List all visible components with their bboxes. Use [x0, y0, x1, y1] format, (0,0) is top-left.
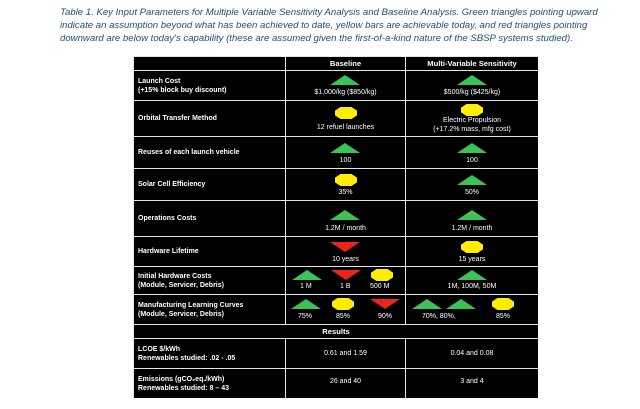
- value-text: 500 M: [370, 283, 390, 290]
- row-initial-hardware-baseline: [285, 266, 405, 294]
- red-down-triangle-icon: [330, 242, 360, 252]
- results-header: Results: [133, 324, 538, 338]
- row-learning-curves-baseline: [285, 294, 405, 324]
- row-solar-cell-label: [133, 168, 285, 200]
- label-subtext: (Module, Servicer, Debris): [138, 310, 224, 318]
- row-launch-cost-label: [133, 70, 285, 100]
- yellow-bar-icon: [335, 174, 357, 186]
- header-blank: [133, 56, 285, 70]
- value-text: 90%: [378, 313, 393, 320]
- value-text: 12 refuel launches: [316, 124, 375, 131]
- parameters-table: [133, 56, 538, 398]
- row-reuses-baseline: [285, 136, 405, 168]
- green-up-triangle-icon: [291, 299, 321, 309]
- green-up-triangle-icon: [457, 270, 487, 280]
- value-text: 1 B: [340, 283, 351, 290]
- green-up-triangle-icon: [412, 299, 442, 309]
- label-text: Orbital Transfer Method: [138, 115, 217, 122]
- value-text: 1M, 100M, 50M: [447, 283, 497, 290]
- yellow-bar-icon: [461, 104, 483, 116]
- table-caption: Table 1. Key Input Parameters for Multiple Variable Sensitivity Analysis and Baseline Analysis. Green triangles pointing upward indicate an assumption beyond what has been achieved to date, yellow bars are achievable today, and red triangles pointing downward are below today's capability (these are assumed given the first-of-a-kind nature of the SBSP systems studied).: [60, 7, 598, 44]
- row-operations-label: [133, 200, 285, 236]
- value-text: 70%, 80%,: [422, 313, 456, 320]
- label-text: Launch Cost: [138, 77, 181, 85]
- value-text: 1 M: [300, 283, 312, 290]
- green-up-triangle-icon: [457, 75, 487, 85]
- green-up-triangle-icon: [457, 143, 487, 153]
- row-emissions-baseline: [285, 368, 405, 398]
- row-operations-baseline: [285, 200, 405, 236]
- label-text: Manufacturing Learning Curves: [138, 301, 244, 309]
- row-learning-curves-multi: [405, 294, 538, 324]
- label-subtext: Renewables studied: .02 - .05: [138, 354, 236, 362]
- row-operations-multi: [405, 200, 538, 236]
- value-text: 85%: [496, 313, 511, 320]
- green-up-triangle-icon: [446, 299, 476, 309]
- label-text: LCOE $/kWh: [138, 345, 181, 353]
- red-down-triangle-icon: [331, 270, 361, 280]
- value-text: 0.61 and 1.59: [324, 350, 367, 357]
- row-solar-cell-multi: [405, 168, 538, 200]
- label-subtext: (+15% block buy discount): [138, 86, 227, 94]
- yellow-bar-icon: [332, 298, 354, 310]
- value-text: 100: [466, 157, 478, 164]
- value-text: $500/kg ($425/kg): [443, 89, 501, 96]
- green-up-triangle-icon: [330, 143, 360, 153]
- green-up-triangle-icon: [330, 210, 360, 220]
- row-reuses-label: [133, 136, 285, 168]
- green-up-triangle-icon: [457, 175, 487, 185]
- row-orbital-transfer-baseline: [285, 100, 405, 136]
- row-orbital-transfer-multi: [405, 100, 538, 136]
- value-text: 85%: [336, 313, 351, 320]
- value-text: 50%: [464, 189, 479, 196]
- row-initial-hardware-label: [133, 266, 285, 294]
- row-hardware-lifetime-multi: [405, 236, 538, 266]
- yellow-bar-icon: [371, 269, 393, 281]
- row-hardware-lifetime-baseline: [285, 236, 405, 266]
- row-lcoe-multi: [405, 338, 538, 368]
- value-text: 26 and 40: [329, 378, 362, 385]
- green-up-triangle-icon: [292, 270, 322, 280]
- row-learning-curves-label: [133, 294, 285, 324]
- value-text: 75%: [298, 313, 313, 320]
- red-down-triangle-icon: [370, 299, 400, 309]
- label-text: Initial Hardware Costs: [138, 272, 212, 280]
- value-text: 3 and 4: [460, 378, 484, 385]
- green-up-triangle-icon: [330, 75, 360, 85]
- value-text: 1.2M / month: [451, 225, 493, 232]
- label-text: Emissions (gCO₂eq./kWh): [138, 375, 225, 383]
- yellow-bar-icon: [492, 298, 514, 310]
- header-baseline: Baseline: [285, 56, 405, 70]
- row-lcoe-label: [133, 338, 285, 368]
- row-orbital-transfer-label: [133, 100, 285, 136]
- yellow-bar-icon: [335, 107, 357, 119]
- row-emissions-multi: [405, 368, 538, 398]
- value-text: 15 years: [458, 256, 486, 263]
- value-text: 1.2M / month: [325, 225, 366, 232]
- label-subtext: (Module, Servicer, Debris): [138, 281, 224, 289]
- row-lcoe-baseline: [285, 338, 405, 368]
- label-text: Solar Cell Efficiency: [138, 181, 206, 188]
- row-hardware-lifetime-label: [133, 236, 285, 266]
- value-subtext: (+17.2% mass, mfg cost): [433, 126, 511, 133]
- value-text: $1,000/kg ($850/kg): [314, 89, 377, 96]
- row-launch-cost-baseline: [285, 70, 405, 100]
- label-subtext: Renewables studied: 8 – 43: [138, 384, 230, 392]
- row-emissions-label: [133, 368, 285, 398]
- label-text: Hardware Lifetime: [138, 248, 199, 255]
- value-text: 35%: [338, 189, 353, 196]
- row-solar-cell-baseline: [285, 168, 405, 200]
- green-up-triangle-icon: [457, 210, 487, 220]
- label-text: Operations Costs: [138, 215, 197, 222]
- header-multi-variable: Multi-Variable Sensitivity: [405, 56, 538, 70]
- row-launch-cost-multi: [405, 70, 538, 100]
- value-text: 0.04 and 0.08: [450, 350, 494, 357]
- row-initial-hardware-multi: [405, 266, 538, 294]
- value-text: 10 years: [332, 256, 359, 263]
- label-text: Reuses of each launch vehicle: [138, 149, 240, 156]
- value-text: 100: [339, 157, 352, 164]
- yellow-bar-icon: [461, 241, 483, 253]
- value-text: Electric Propulsion: [443, 117, 501, 124]
- row-reuses-multi: [405, 136, 538, 168]
